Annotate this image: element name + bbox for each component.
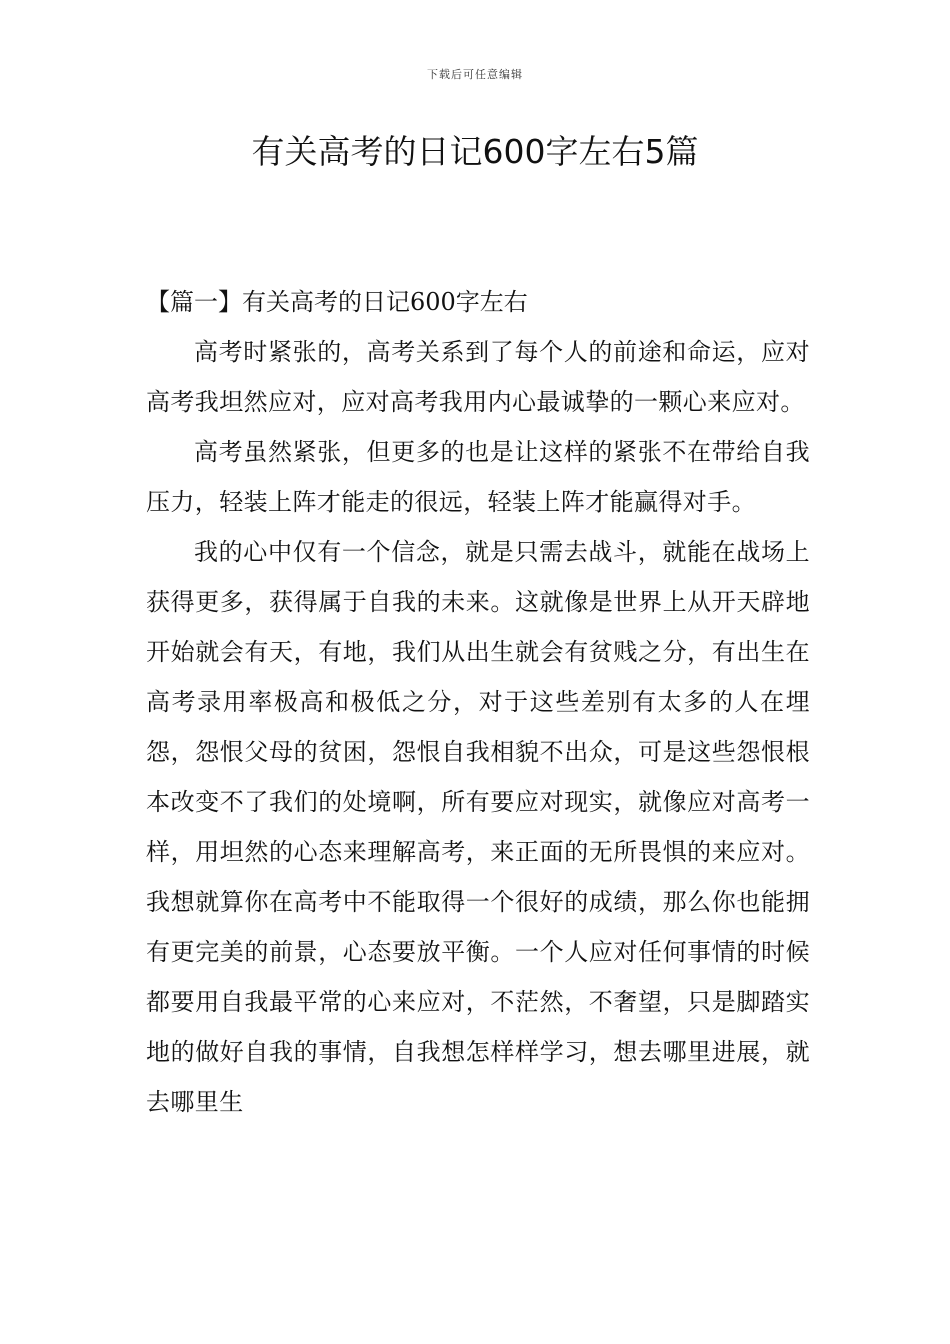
paragraph-2: 高考虽然紧张，但更多的也是让这样的紧张不在带给自我压力，轻装上阵才能走的很远，轻装上阵才能赢得对手。 bbox=[146, 438, 810, 516]
section-heading: 【篇一】有关高考的日记600字左右 bbox=[146, 288, 528, 316]
header-note: 下载后可任意编辑 bbox=[427, 68, 523, 81]
document-body bbox=[146, 277, 810, 1127]
paragraph-3: 我的心中仅有一个信念，就是只需去战斗，就能在战场上获得更多，获得属于自我的未来。这就像是世界上从开天辟地开始就会有天，有地，我们从出生就会有贫贱之分，有出生在高考录用率极高和极低之分，对于这些差别有太多的人在埋怨，怨恨父母的贫困，怨恨自我相貌不出众，可是这些怨恨根本改变不了我们的处境啊，所有要应对现实，就像应对高考一样，用坦然的心态来理解高考，来正面的无所畏惧的来应对。我想就算你在高考中不能取得一个很好的成绩，那么你也能拥有更完美的前景，心态要放平衡。一个人应对任何事情的时候都要用自我最平常的心来应对，不茫然，不奢望，只是脚踏实地的做好自我的事情，自我想怎样样学习，想去哪里进展，就去哪里生 bbox=[146, 538, 810, 1116]
document-title: 有关高考的日记600字左右5篇 bbox=[251, 132, 699, 171]
paragraph-1: 高考时紧张的，高考关系到了每个人的前途和命运，应对高考我坦然应对，应对高考我用内心最诚挚的一颗心来应对。 bbox=[146, 338, 810, 416]
